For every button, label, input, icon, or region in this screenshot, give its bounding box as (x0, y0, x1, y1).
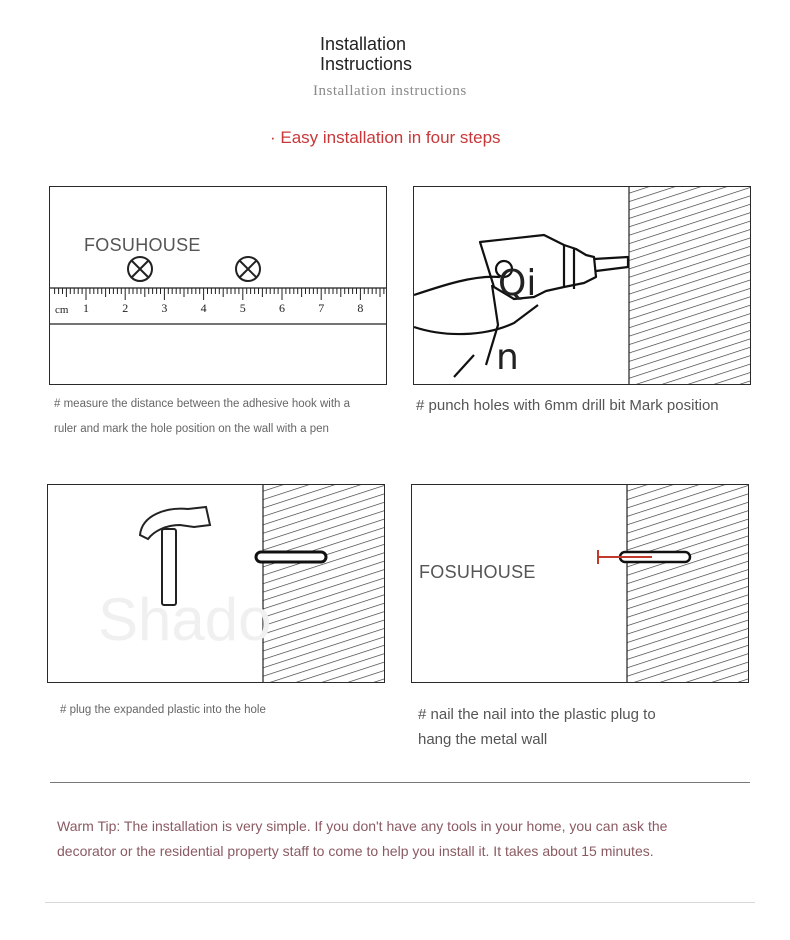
step-3-panel (47, 484, 385, 683)
drill-overlay-text-1: Qi (498, 263, 537, 304)
drill-icon (414, 235, 628, 377)
page-title (320, 34, 412, 74)
step-1-caption-line-2: ruler and mark the hole position on the wall with a pen (54, 423, 329, 435)
step-4-panel (411, 484, 749, 683)
ruler-unit: cm (55, 304, 69, 316)
step-4-caption-line-1: # nail the nail into the plastic plug to (418, 706, 656, 723)
step-2-panel (413, 186, 751, 385)
step-4-brand: FOSUHOUSE (419, 562, 536, 582)
hole-mark-icon (128, 257, 152, 281)
nail-illustration (412, 485, 748, 682)
divider (50, 782, 750, 783)
ruler-number: 1 (83, 301, 89, 315)
ruler-number: 2 (122, 301, 129, 315)
step-1-brand: FOSUHOUSE (84, 235, 201, 255)
title-line-1: Installation (320, 34, 407, 54)
title-line-2: Instructions (320, 54, 413, 74)
step-1-caption (54, 392, 394, 442)
drill-overlay-text-2: n (496, 337, 519, 378)
ruler-number: 4 (200, 301, 207, 315)
ruler-number: 3 (161, 301, 168, 315)
bottom-divider (45, 902, 755, 903)
step-4-caption (418, 702, 748, 752)
page-subtitle: Installation instructions (313, 83, 467, 99)
step-2-caption: # punch holes with 6mm drill bit Mark position (416, 397, 719, 414)
ruler-number: 7 (318, 301, 325, 315)
ruler-number: 5 (239, 301, 246, 315)
ruler-illustration (50, 187, 386, 384)
step-1-panel (49, 186, 387, 385)
drill-illustration (414, 187, 750, 384)
ruler-number: 6 (279, 301, 285, 315)
steps-heading: · Easy installation in four steps (270, 128, 501, 147)
ruler-number: 8 (357, 301, 364, 315)
step-3-caption: # plug the expanded plastic into the hole (60, 704, 266, 716)
warm-tip (57, 814, 747, 864)
warm-tip-line-1: Warm Tip: The installation is very simple. If you don't have any tools in your home, you can ask the (57, 818, 668, 834)
step-4-caption-line-2: hang the metal wall (418, 731, 548, 748)
warm-tip-line-2: decorator or the residential property staff to come to help you install it. It takes about 15 minutes. (57, 843, 654, 859)
watermark: Shado (98, 586, 272, 653)
hole-mark-icon (236, 257, 260, 281)
plug-icon (256, 552, 326, 562)
step-1-caption-line-1: # measure the distance between the adhesive hook with a (54, 398, 350, 410)
